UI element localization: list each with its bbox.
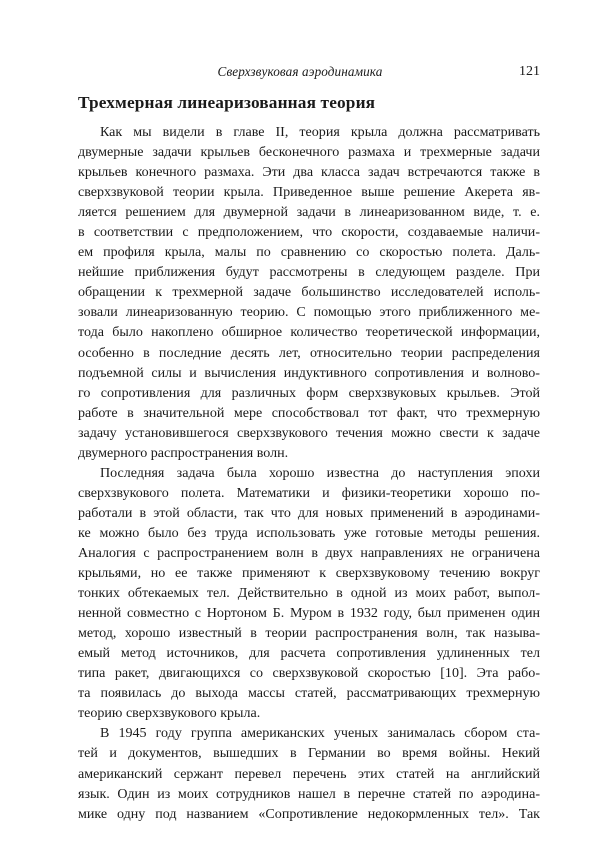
- text-line: особенно в последние десять лет, относительно теории распределения: [78, 344, 540, 361]
- text-line: подъемной силы и вычисления индуктивного сопротивления и волново-: [78, 364, 540, 381]
- text-line: крыльев конечного размаха. Эти два класса задач встречаются также в: [78, 164, 540, 181]
- text-line: В 1945 году группа американских ученых занималась сбором ста-: [100, 725, 540, 742]
- text-line: Последняя задача была хорошо известна до наступления эпохи: [100, 464, 540, 481]
- paragraph: [78, 463, 540, 724]
- text-line: Аналогия с распространением волн в двух направлениях не ограничена: [78, 544, 540, 561]
- text-line: Как мы видели в главе II, теория крыла должна рассматривать: [100, 124, 540, 140]
- text-line: ненной совместно с Нортоном Б. Муром в 1932 году, был применен один: [78, 605, 540, 622]
- text-line: двумерные задачи крыльев бесконечного размаха и трехмерные задачи: [78, 144, 540, 161]
- running-head: [100, 64, 540, 82]
- page-number: 121: [519, 64, 540, 79]
- text-line: ляется решением для двумерной задачи в линеаризованном виде, т. е.: [78, 204, 540, 221]
- text-line: тей и документов, вышедших в Германии во время войны. Некий: [78, 745, 540, 762]
- text-line: обращении к трехмерной задаче большинство исследователей исполь-: [78, 284, 540, 301]
- text-line: теорию сверхзвукового крыла.: [78, 705, 261, 722]
- text-line: нейшие приближения будут рассмотрены в следующем разделе. При: [78, 264, 540, 281]
- running-title: Сверхзвуковая аэродинамика: [217, 64, 383, 79]
- text-line: сверхзвукового полета. Математики и физики-теоретики хорошо по-: [78, 484, 540, 501]
- text-line: задачу установившегося сверхзвукового течения можно свести к задаче: [78, 424, 540, 441]
- text-line: в соответствии с предположением, что скорости, создаваемые наличи-: [78, 224, 540, 241]
- text-line: го сопротивления для различных форм сверхзвуковых крыльев. Этой: [78, 384, 540, 401]
- text-line: ке можно было без труда использовать уже готовые методы решения.: [78, 524, 540, 541]
- text-line: двумерного распространения волн.: [78, 444, 289, 461]
- text-line: работе в значительной мере способствовал тот факт, что трехмерную: [78, 404, 540, 421]
- text-line: зовали линеаризованную теорию. С помощью этого приближенного ме-: [78, 304, 540, 321]
- text-line: американский сержант перевел перечень этих статей на английский: [78, 765, 540, 782]
- text-line: метод, хорошо известный в теории распространения волн, так называ-: [78, 625, 540, 642]
- text-line: ем профиля крыла, малы по сравнению со скоростью полета. Даль-: [78, 244, 540, 261]
- text-line: крыльями, но ее также применяют к сверхзвуковому течению вокруг: [78, 565, 540, 582]
- text-line: мике одну под названием «Сопротивление недокормленных тел». Так: [78, 805, 540, 822]
- paragraph: [78, 723, 540, 823]
- text-line: тода было накоплено обширное количество теоретической информации,: [78, 324, 540, 341]
- text-line: язык. Один из моих сотрудников нашел в перечне статей по аэродина-: [78, 785, 540, 802]
- text-line: емый метод источников, для расчета сопротивления удлиненных тел: [78, 645, 540, 662]
- paragraph: [78, 122, 540, 463]
- text-line: сверхзвуковой теории крыла. Приведенное выше решение Акерета яв-: [78, 184, 540, 201]
- text-line: та появилась до выхода массы статей, рассматривающих трехмерную: [78, 685, 540, 702]
- body-text: [78, 122, 540, 824]
- text-line: работали в этой области, так что для новых применений в аэродинами-: [78, 504, 540, 521]
- text-line: тонких обтекаемых тел. Действительно в одной из моих работ, выпол-: [78, 585, 540, 602]
- text-line: типа ракет, двигающихся со сверхзвуковой скоростью [10]. Эта рабо-: [78, 665, 540, 682]
- section-title: Трехмерная линеаризованная теория: [78, 93, 376, 112]
